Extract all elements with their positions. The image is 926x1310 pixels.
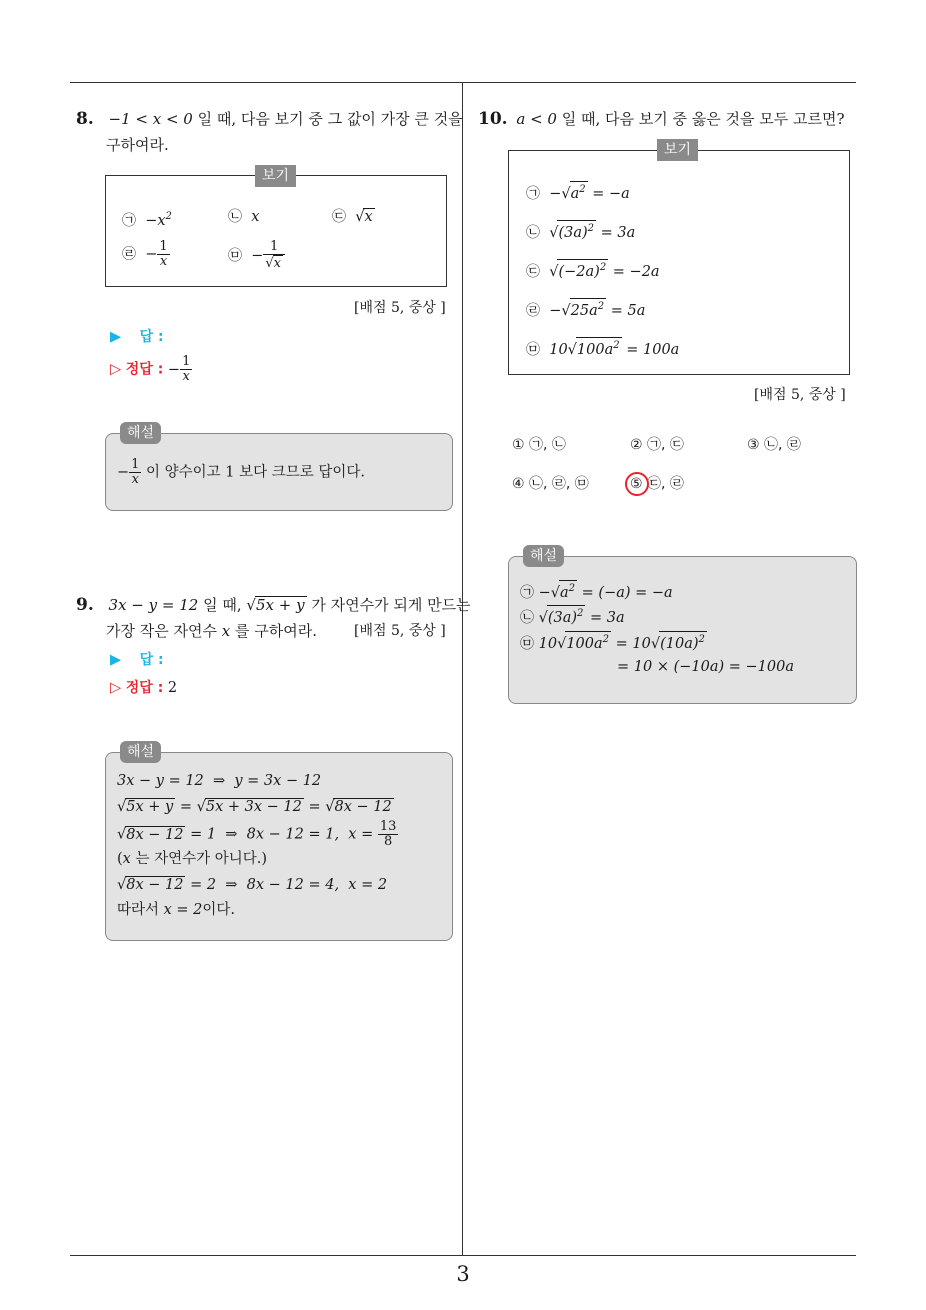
q8-text-line2: 구하여라. <box>106 136 169 154</box>
q9-answer-row <box>110 650 164 670</box>
q9-answer-label: 답 : <box>139 652 164 668</box>
q9-sol-line6: 따라서 x = 2이다. <box>117 902 236 918</box>
q10-number: 10. <box>478 109 508 129</box>
q8-correct-value: − $\frac{1}{x}$ <box>167 354 191 384</box>
outline-triangle-icon: ▷ <box>110 680 122 696</box>
q8-condition: −1 < x < 0 <box>108 110 193 128</box>
q10-sol-line3: ㉤ $10√100a^2 = 10√(10a)^2$ <box>520 631 707 654</box>
q10-option-5[interactable]: ⑤ ㉢, ㉣ <box>630 476 684 492</box>
play-icon: ▶ <box>110 329 122 345</box>
q10-option-2[interactable]: ② ㉠, ㉢ <box>630 437 684 453</box>
q8-score: [배점 5, 중상 ] <box>354 300 446 316</box>
q9-score: [배점 5, 중상 ] <box>354 623 446 639</box>
q8-number: 8. <box>76 109 94 129</box>
q8-choice-e: ㉤ − $\frac{1}{√x}$ <box>228 240 285 272</box>
q10-score: [배점 5, 중상 ] <box>754 387 846 403</box>
q8-text-line1: 일 때, 다음 보기 중 그 값이 가장 큰 것을 <box>197 110 463 128</box>
q8-choice-c: ㉢ √x <box>332 209 373 225</box>
q8-solution-text: − $\frac{1}{x}$ 이 양수이고 1 보다 크므로 답이다. <box>117 457 366 487</box>
q8-correct-row <box>110 355 192 384</box>
q8-correct-label: 정답 : <box>125 361 164 378</box>
selected-answer-circle <box>625 472 649 496</box>
play-icon: ▶ <box>110 652 122 668</box>
q10-question: 10. a < 0 일 때, 다음 보기 중 옳은 것을 모두 고르면? <box>478 109 845 129</box>
q8-choice-b: ㉡ x <box>228 209 260 225</box>
q8-question <box>76 109 463 129</box>
q8-choice-a: ㉠ $-x^2$ <box>122 211 172 229</box>
q9-sol-line1: 3x − y = 12 ⇒ y = 3x − 12 <box>117 773 322 789</box>
q10-option-4[interactable]: ④ ㉡, ㉣, ㉤ <box>512 476 589 492</box>
q8-choice-d: ㉣ − $\frac{1}{x}$ <box>122 239 168 269</box>
q9-number: 9. <box>76 595 94 615</box>
q9-correct-value: 2 <box>167 680 178 696</box>
q10-choice-a: ㉠ $-√a^2 = -a$ <box>526 181 630 204</box>
q9-sol-line4: (x 는 자연수가 아니다.) <box>117 851 268 867</box>
bottom-rule <box>70 1255 856 1256</box>
top-rule <box>70 82 856 83</box>
q8-answer-label: 답 : <box>139 329 164 345</box>
q9-sol-line3: √8x − 12 = 1 ⇒ 8x − 12 = 1, x = $\frac{13}{8}$ <box>117 819 397 849</box>
q10-sol-line1: ㉠ $-√a^2 = (-a) = -a$ <box>520 580 673 603</box>
q9-solution-label: 해설 <box>120 741 161 763</box>
q10-choice-e: ㉤ $10√100a^2 = 100a$ <box>526 337 679 360</box>
q10-box-label: 보기 <box>657 139 698 161</box>
outline-triangle-icon: ▷ <box>110 361 122 378</box>
q10-choice-d: ㉣ $-√25a^2 = 5a$ <box>526 298 645 321</box>
q10-solution-label: 해설 <box>523 545 564 567</box>
q9-correct-row <box>110 678 177 698</box>
q9-question: 9. 3x − y = 12 일 때, √5x + y 가 자연수가 되게 만드는 <box>76 595 471 615</box>
q8-solution-label: 해설 <box>120 422 161 444</box>
q10-solution-box <box>508 556 857 704</box>
q9-correct-label: 정답 : <box>125 680 164 696</box>
q10-option-1[interactable]: ① ㉠, ㉡ <box>512 437 566 453</box>
q10-choice-b: ㉡ $√(3a)^2 = 3a$ <box>526 220 635 243</box>
page-number: 3 <box>456 1262 470 1286</box>
q10-sol-line2: ㉡ $√(3a)^2 = 3a$ <box>520 605 625 628</box>
q10-sol-line4: = 10 × (−10a) = −100a <box>617 659 794 675</box>
q8-box-label: 보기 <box>255 165 296 187</box>
q9-sol-line2: √5x + y = √5x + 3x − 12 = √8x − 12 <box>117 799 392 815</box>
q10-choice-c: ㉢ $√(-2a)^2 = -2a$ <box>526 259 660 282</box>
q8-answer-row <box>110 327 164 347</box>
q9-text-line2: 가장 작은 자연수 x 를 구하여라. <box>106 622 317 640</box>
q10-option-3[interactable]: ③ ㉡, ㉣ <box>747 437 801 453</box>
q9-sol-line5: √8x − 12 = 2 ⇒ 8x − 12 = 4, x = 2 <box>117 877 388 893</box>
column-divider <box>462 82 463 1256</box>
